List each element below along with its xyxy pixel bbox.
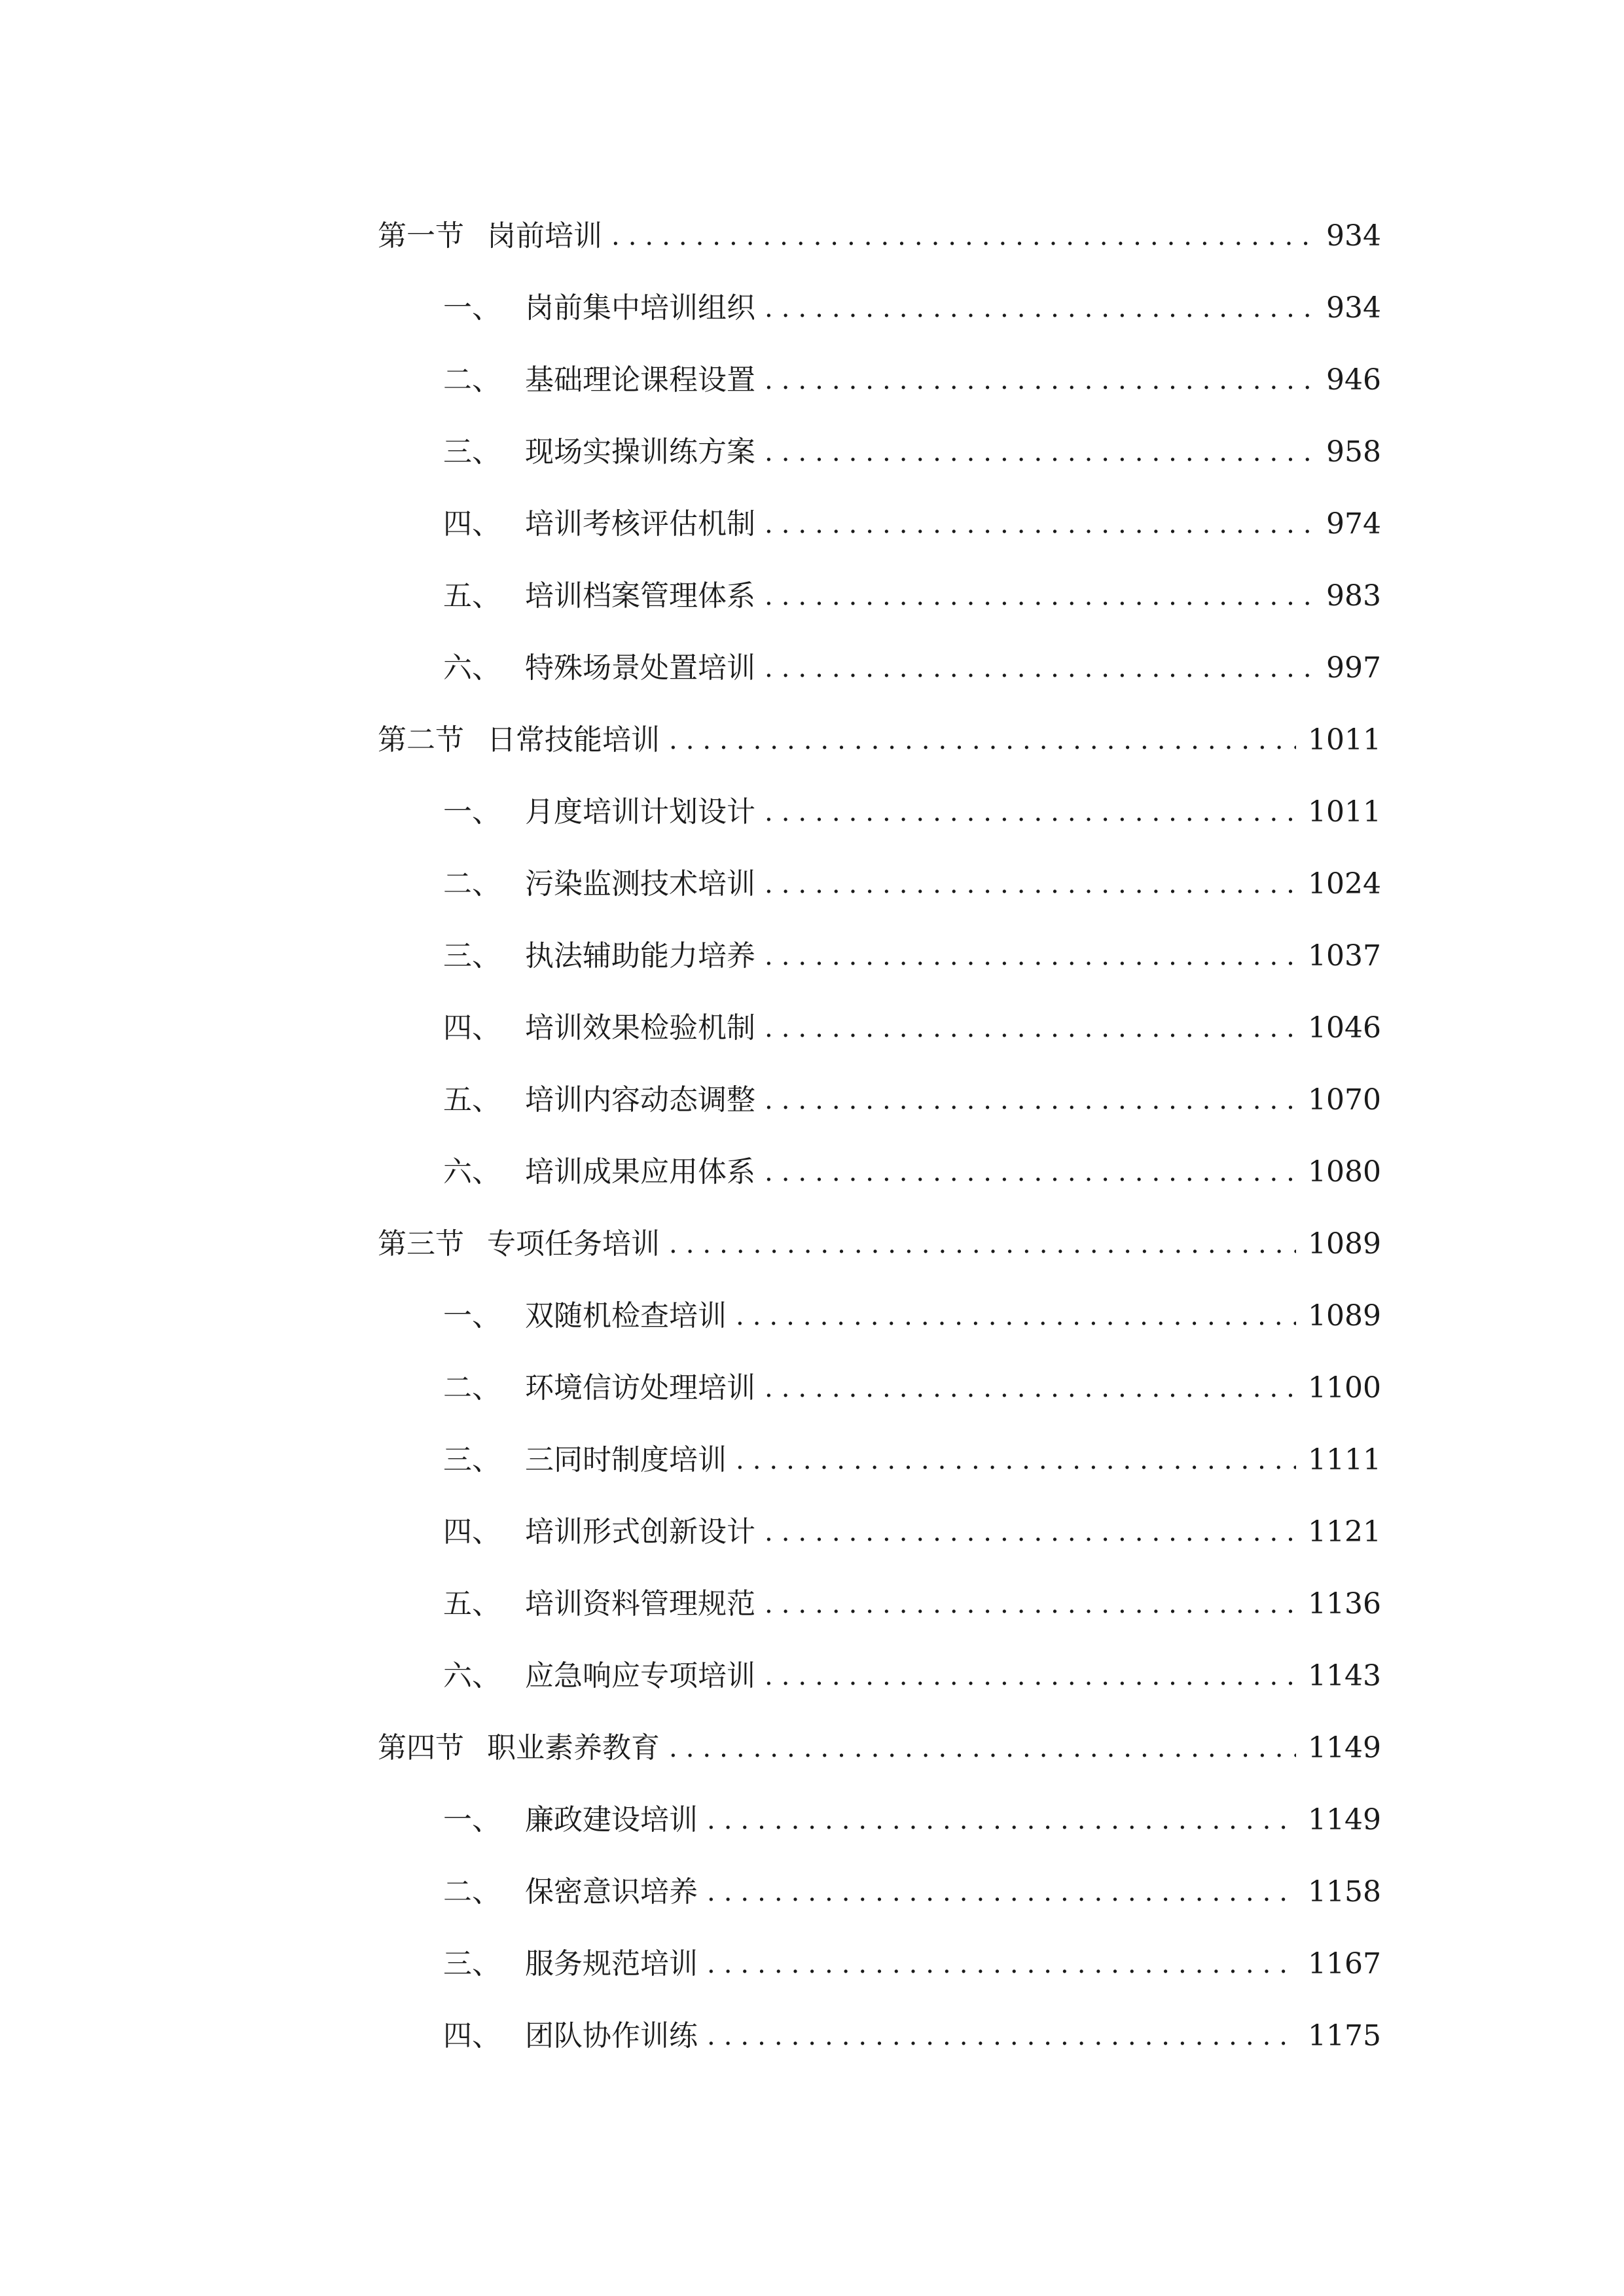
toc-entry-title: 专项任务培训 bbox=[487, 1227, 660, 1261]
toc-entry[interactable] bbox=[378, 1856, 1381, 1928]
toc-entry-page: 1011 bbox=[1308, 723, 1381, 757]
toc-entry-page: 1143 bbox=[1308, 1659, 1381, 1693]
toc-entry-number: 四、 bbox=[443, 507, 501, 541]
toc-leader-dots bbox=[765, 439, 1314, 465]
toc-leader-dots bbox=[669, 1735, 1296, 1761]
toc-leader-dots bbox=[765, 583, 1314, 609]
toc-entry[interactable] bbox=[378, 920, 1381, 992]
toc-leader-dots bbox=[707, 1951, 1296, 1977]
toc-entry[interactable] bbox=[378, 1064, 1381, 1136]
toc-entry-number: 一、 bbox=[443, 795, 501, 829]
toc-entry-page: 1158 bbox=[1308, 1875, 1381, 1909]
toc-entry-title: 廉政建设培训 bbox=[525, 1803, 698, 1837]
toc-leader-dots bbox=[736, 1447, 1296, 1473]
toc-entry-title: 保密意识培养 bbox=[525, 1875, 698, 1909]
toc-entry-page: 983 bbox=[1326, 579, 1381, 613]
toc-entry-title: 双随机检查培训 bbox=[525, 1299, 727, 1333]
toc-leader-dots bbox=[611, 223, 1314, 249]
toc-leader-dots bbox=[765, 1087, 1296, 1113]
toc-entry-title: 三同时制度培训 bbox=[525, 1443, 727, 1477]
toc-entry-title: 培训形式创新设计 bbox=[525, 1515, 755, 1549]
toc-leader-dots bbox=[669, 1231, 1296, 1257]
toc-entry[interactable] bbox=[378, 704, 1381, 776]
toc-entry-title: 培训资料管理规范 bbox=[525, 1587, 755, 1621]
toc-leader-dots bbox=[765, 1591, 1296, 1617]
toc-entry-page: 1089 bbox=[1308, 1299, 1381, 1333]
toc-entry-page: 958 bbox=[1326, 435, 1381, 469]
toc-entry-number: 三、 bbox=[443, 1947, 501, 1981]
toc-entry-page: 1121 bbox=[1308, 1515, 1381, 1549]
toc-entry-page: 1080 bbox=[1308, 1155, 1381, 1189]
toc-entry[interactable] bbox=[378, 416, 1381, 488]
toc-entry[interactable] bbox=[378, 2000, 1381, 2072]
toc-entry-number: 二、 bbox=[443, 867, 501, 901]
toc-entry-number: 第一节 bbox=[378, 219, 464, 253]
toc-entry[interactable] bbox=[378, 848, 1381, 920]
toc-leader-dots bbox=[765, 1519, 1296, 1545]
toc-entry-number: 三、 bbox=[443, 1443, 501, 1477]
toc-entry-page: 1046 bbox=[1308, 1011, 1381, 1045]
toc-entry-page: 1037 bbox=[1308, 939, 1381, 973]
toc-leader-dots bbox=[707, 1807, 1296, 1833]
toc-leader-dots bbox=[736, 1303, 1296, 1329]
toc-leader-dots bbox=[765, 295, 1314, 321]
toc-leader-dots bbox=[765, 655, 1314, 681]
toc-entry[interactable] bbox=[378, 1136, 1381, 1208]
toc-entry-title: 执法辅助能力培养 bbox=[525, 939, 755, 973]
toc-leader-dots bbox=[765, 799, 1296, 825]
toc-entry-page: 997 bbox=[1326, 651, 1381, 685]
toc-entry-page: 1070 bbox=[1308, 1083, 1381, 1117]
toc-entry[interactable] bbox=[378, 992, 1381, 1064]
toc-leader-dots bbox=[765, 943, 1296, 969]
toc-leader-dots bbox=[765, 871, 1296, 897]
toc-entry[interactable] bbox=[378, 272, 1381, 344]
toc-entry[interactable] bbox=[378, 1712, 1381, 1784]
toc-entry-number: 三、 bbox=[443, 939, 501, 973]
toc-leader-dots bbox=[765, 1159, 1296, 1185]
toc-entry-title: 职业素养教育 bbox=[487, 1731, 660, 1765]
toc-entry-title: 现场实操训练方案 bbox=[525, 435, 755, 469]
toc-entry-number: 二、 bbox=[443, 363, 501, 397]
toc-entry[interactable] bbox=[378, 488, 1381, 560]
toc-leader-dots bbox=[765, 367, 1314, 393]
toc-entry[interactable] bbox=[378, 200, 1381, 272]
toc-entry[interactable] bbox=[378, 1568, 1381, 1640]
toc-entry[interactable] bbox=[378, 1784, 1381, 1856]
toc-entry[interactable] bbox=[378, 1208, 1381, 1280]
toc-entry-title: 培训档案管理体系 bbox=[525, 579, 755, 613]
toc-entry-title: 日常技能培训 bbox=[487, 723, 660, 757]
toc-leader-dots bbox=[765, 1015, 1296, 1041]
toc-entry-page: 1149 bbox=[1308, 1731, 1381, 1765]
toc-leader-dots bbox=[707, 1879, 1296, 1905]
toc-entry-title: 培训内容动态调整 bbox=[525, 1083, 755, 1117]
toc-entry[interactable] bbox=[378, 344, 1381, 416]
toc-entry[interactable] bbox=[378, 1496, 1381, 1568]
toc-entry-page: 974 bbox=[1326, 507, 1381, 541]
toc-entry-page: 934 bbox=[1326, 219, 1381, 253]
toc-entry-page: 1175 bbox=[1308, 2019, 1381, 2053]
toc-entry-number: 一、 bbox=[443, 1299, 501, 1333]
toc-leader-dots bbox=[707, 2023, 1296, 2049]
toc-entry-number: 第四节 bbox=[378, 1731, 464, 1765]
toc-entry-page: 1011 bbox=[1308, 795, 1381, 829]
toc-entry-page: 1111 bbox=[1308, 1443, 1381, 1477]
toc-entry-page: 1167 bbox=[1308, 1947, 1381, 1981]
toc-entry-number: 第二节 bbox=[378, 723, 464, 757]
toc-entry[interactable] bbox=[378, 1280, 1381, 1352]
toc-entry[interactable] bbox=[378, 1424, 1381, 1496]
toc-entry[interactable] bbox=[378, 1928, 1381, 2000]
toc-leader-dots bbox=[765, 511, 1314, 537]
toc-entry-number: 一、 bbox=[443, 291, 501, 325]
toc-entry-number: 三、 bbox=[443, 435, 501, 469]
toc-entry[interactable] bbox=[378, 560, 1381, 632]
toc-entry-number: 二、 bbox=[443, 1875, 501, 1909]
toc-entry-number: 二、 bbox=[443, 1371, 501, 1405]
toc-entry-number: 六、 bbox=[443, 1659, 501, 1693]
toc-entry-number: 五、 bbox=[443, 1083, 501, 1117]
toc-entry-number: 四、 bbox=[443, 2019, 501, 2053]
toc-entry-title: 培训成果应用体系 bbox=[525, 1155, 755, 1189]
toc-leader-dots bbox=[669, 727, 1296, 753]
toc-entry-title: 岗前培训 bbox=[487, 219, 602, 253]
toc-entry-number: 第三节 bbox=[378, 1227, 464, 1261]
toc-entry-page: 1136 bbox=[1308, 1587, 1381, 1621]
toc-entry-title: 服务规范培训 bbox=[525, 1947, 698, 1981]
toc-entry-page: 1089 bbox=[1308, 1227, 1381, 1261]
toc-entry-title: 基础理论课程设置 bbox=[525, 363, 755, 397]
toc-entry-page: 1100 bbox=[1308, 1371, 1381, 1405]
toc-entry[interactable] bbox=[378, 776, 1381, 848]
toc-entry[interactable] bbox=[378, 1352, 1381, 1424]
toc-entry-number: 五、 bbox=[443, 1587, 501, 1621]
toc-entry-title: 特殊场景处置培训 bbox=[525, 651, 755, 685]
toc-entry-page: 934 bbox=[1326, 291, 1381, 325]
toc-entry[interactable] bbox=[378, 632, 1381, 704]
toc-leader-dots bbox=[765, 1375, 1296, 1401]
table-of-contents bbox=[378, 200, 1381, 2072]
toc-entry-number: 一、 bbox=[443, 1803, 501, 1837]
toc-entry-number: 四、 bbox=[443, 1011, 501, 1045]
toc-entry[interactable] bbox=[378, 1640, 1381, 1712]
toc-entry-title: 应急响应专项培训 bbox=[525, 1659, 755, 1693]
toc-entry-number: 六、 bbox=[443, 1155, 501, 1189]
toc-leader-dots bbox=[765, 1663, 1296, 1689]
toc-entry-page: 946 bbox=[1326, 363, 1381, 397]
toc-entry-title: 污染监测技术培训 bbox=[525, 867, 755, 901]
toc-entry-title: 月度培训计划设计 bbox=[525, 795, 755, 829]
toc-entry-number: 四、 bbox=[443, 1515, 501, 1549]
toc-entry-title: 团队协作训练 bbox=[525, 2019, 698, 2053]
toc-entry-title: 岗前集中培训组织 bbox=[525, 291, 755, 325]
toc-entry-title: 培训考核评估机制 bbox=[525, 507, 755, 541]
toc-entry-number: 五、 bbox=[443, 579, 501, 613]
toc-entry-page: 1149 bbox=[1308, 1803, 1381, 1837]
toc-entry-number: 六、 bbox=[443, 651, 501, 685]
toc-entry-page: 1024 bbox=[1308, 867, 1381, 901]
toc-entry-title: 环境信访处理培训 bbox=[525, 1371, 755, 1405]
toc-entry-title: 培训效果检验机制 bbox=[525, 1011, 755, 1045]
